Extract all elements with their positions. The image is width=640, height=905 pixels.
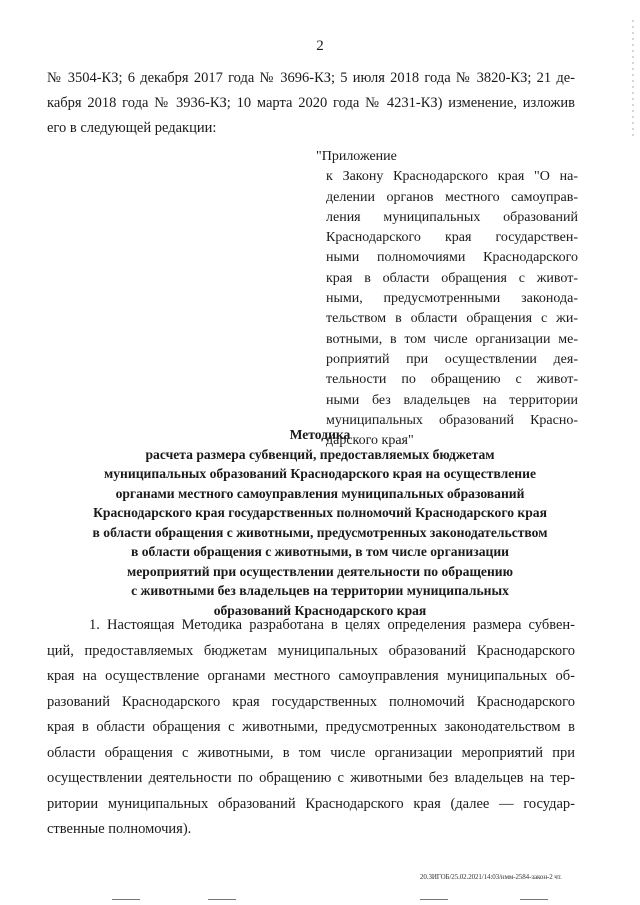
body-line: ций, предоставляемых бюджетам муниципальных образований Краснодарского (47, 642, 575, 659)
body-line: области обращения с животными, в том числе организации мероприятий при (47, 744, 575, 761)
footer-document-code: 20.3ИГОБ/25.02.2021/14:03/нмм-2584-закон-2 чт. (420, 873, 562, 881)
annex-title: "Приложение (316, 149, 397, 164)
bottom-rule (112, 899, 140, 900)
body-line: ритории муниципальных образований Краснодарского края (далее — государ- (47, 795, 575, 812)
methodology-heading (40, 425, 600, 620)
methodology-title: Методика (289, 427, 351, 442)
body-line: края в области обращения с животными, предусмотренных законодательством в (47, 719, 575, 735)
methodology-subtitle-line: мероприятий при осуществлении деятельности по обращению (126, 563, 514, 579)
annex-line: края в области обращения с живот- (326, 270, 578, 286)
methodology-subtitle-line: образований Краснодарского края (213, 602, 427, 618)
annex-line: ления муниципальных образований (326, 209, 578, 225)
methodology-subtitle-line: муниципальных образований Краснодарского края на осуществление (104, 466, 536, 481)
body-line: 1. Настоящая Методика разработана в целях определения размера субвен- (89, 617, 575, 633)
methodology-subtitle-line: в области обращения с животными, предусмотренных законодательством (92, 524, 548, 540)
body-line: осуществлении деятельности по обращению с животными без владельцев на тер- (47, 770, 575, 786)
body-line: края на осуществление органами местного самоуправления муниципальных об- (47, 668, 575, 684)
bottom-rule (420, 899, 448, 900)
annex-line: муниципальных образований Красно- (326, 412, 578, 428)
body-line: разований Краснодарского края государственных полномочий Краснодарского (47, 693, 575, 710)
annex-line: ными без владельцев на территории (326, 392, 578, 408)
body-paragraph (47, 613, 575, 843)
bottom-rule (520, 899, 548, 900)
methodology-subtitle-line: в области обращения с животными, в том числе организации (130, 544, 509, 559)
annex-line: Краснодарского края государствен- (326, 230, 578, 246)
annex-line: дарского края" (326, 433, 414, 449)
methodology-subtitle-line: органами местного самоуправления муниципальных образований (115, 485, 525, 501)
methodology-subtitle-line: с животными без владельцев на территории муниципальных (131, 583, 509, 598)
lead-line: № 3504-КЗ; 6 декабря 2017 года № 3696-КЗ; 5 июля 2018 года № 3820-КЗ; 21 де- (47, 70, 575, 86)
annex-line: ными, предусмотренными законода- (326, 291, 578, 307)
annex-line: ными полномочиями Краснодарского (326, 250, 578, 266)
scan-artifact (632, 20, 634, 140)
body-line: ственные полномочия). (47, 821, 192, 837)
annex-line: тельством в области обращения с жи- (326, 311, 578, 327)
bottom-rule (208, 899, 236, 900)
annex-line: вотными, в том числе организации ме- (326, 331, 578, 347)
lead-line: его в следующей редакции: (47, 120, 217, 136)
methodology-subtitle-line: Краснодарского края государственных полномочий Краснодарского края (93, 505, 547, 520)
annex-line: тельности по обращению с живот- (326, 372, 578, 388)
annex-line: делении органов местного самоуправ- (326, 189, 578, 205)
page-number: 2 (316, 38, 324, 54)
lead-paragraph (47, 66, 575, 141)
annex-line: роприятий при осуществлении дея- (326, 351, 578, 367)
annex-block (316, 147, 578, 451)
lead-line: кабря 2018 года № 3936-КЗ; 10 марта 2020 года № 4231-КЗ) изменение, изложив (47, 95, 575, 111)
annex-line: к Закону Краснодарского края "О на- (326, 169, 578, 185)
methodology-subtitle-line: расчета размера субвенций, предоставляемых бюджетам (145, 446, 495, 462)
